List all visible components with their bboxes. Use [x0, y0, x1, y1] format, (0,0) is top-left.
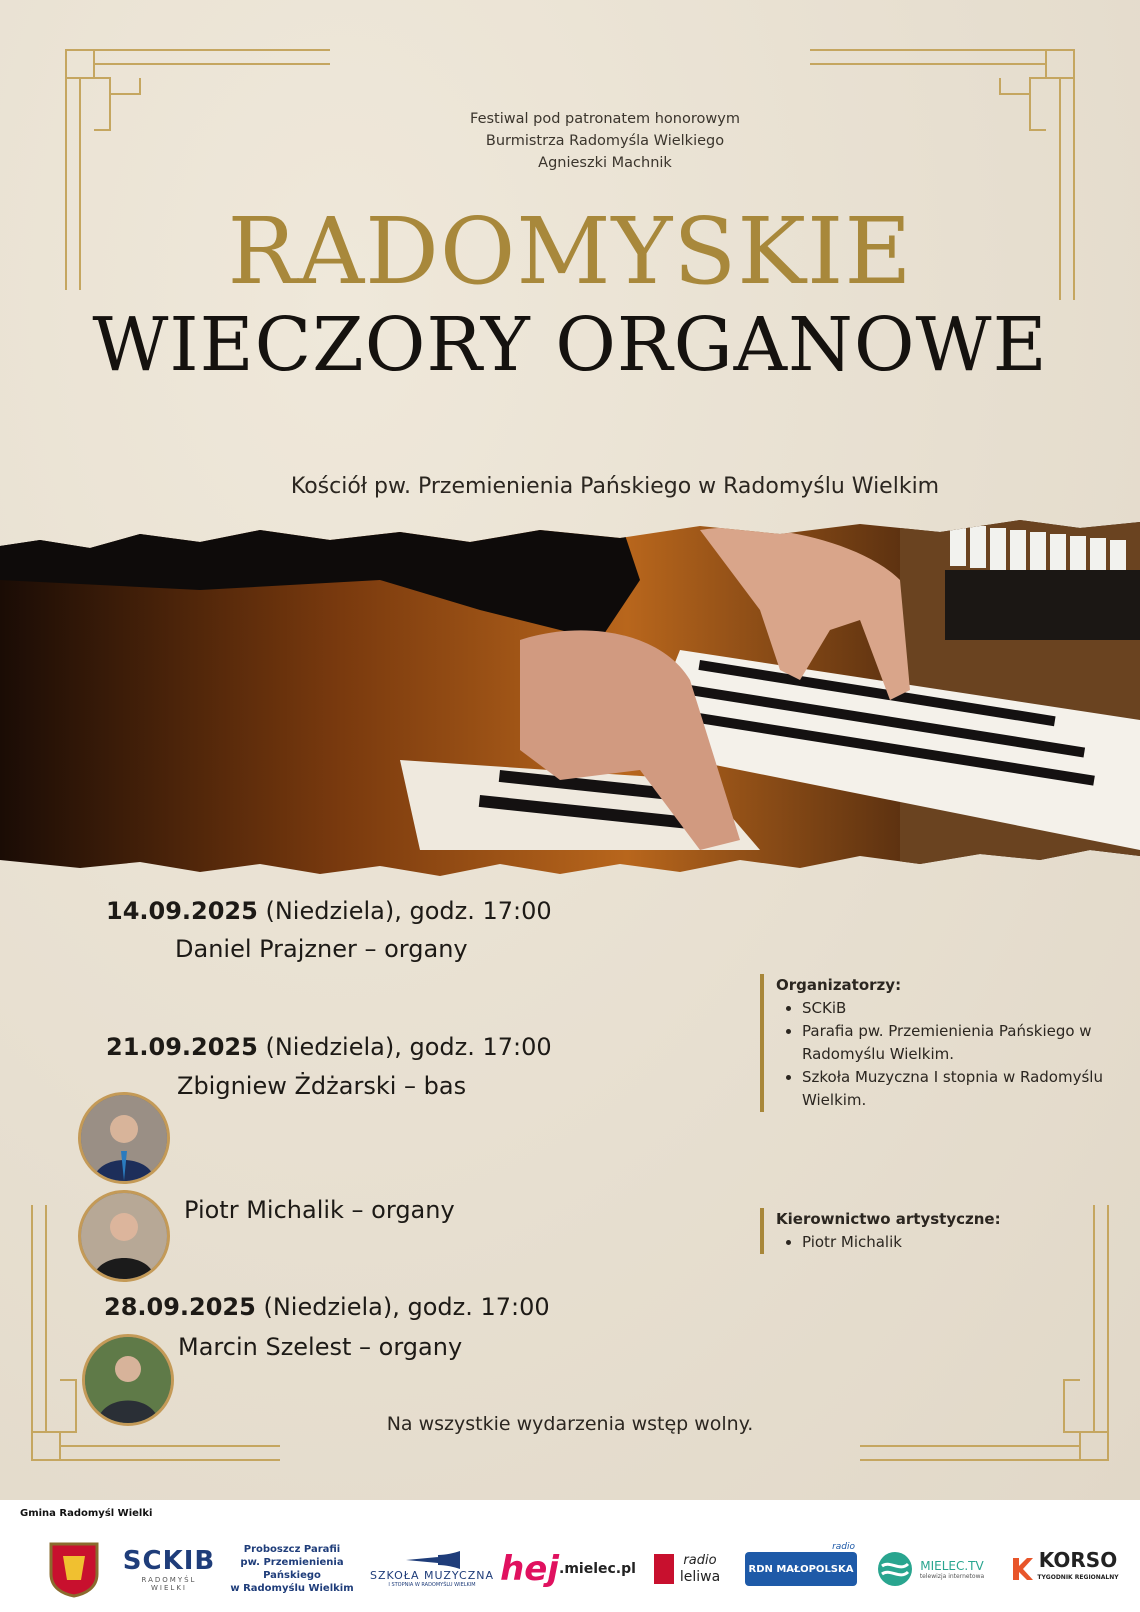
korso-sub: TYGODNIK REGIONALNY — [1037, 1574, 1119, 1581]
music-school-logo — [370, 1540, 494, 1598]
event-2-time: (Niedziela), godz. 17:00 — [265, 1033, 552, 1061]
artistic-heading: Kierownictwo artystyczne: — [776, 1210, 1001, 1228]
organizers-heading: Organizatorzy: — [776, 976, 902, 994]
mielec-tv-logo — [868, 1540, 992, 1598]
title-line-1: RADOMYSKIE — [227, 198, 913, 305]
rdn-text: RDN MAŁOPOLSKA — [748, 1563, 854, 1575]
sponsor-footer — [0, 1500, 1140, 1612]
event-3-date-line — [104, 1293, 550, 1321]
organizer-item: • Szkoła Muzyczna I stopnia w Radomyślu Wielkim. — [802, 1066, 1136, 1112]
music-school-sub: I STOPNIA W RADOMYŚLU WIELKIM — [388, 1581, 476, 1588]
korso-text — [1037, 1548, 1119, 1587]
patronage-line-3: Agnieszki Machnik — [538, 155, 672, 171]
sckib-logo-sub: RADOMYŚL WIELKI — [141, 1576, 197, 1592]
korso-k-icon — [1011, 1556, 1033, 1582]
organizers-list — [776, 997, 1136, 1112]
radio-leliwa-line-1: radio — [683, 1553, 717, 1568]
hej-sub: .mielec.pl — [559, 1561, 636, 1577]
coat-of-arms-logo — [44, 1540, 104, 1598]
artistic-list — [776, 1231, 1076, 1254]
avatar-piotr-michalik — [78, 1190, 170, 1282]
event-3-performer-1: Marcin Szelest – organy — [178, 1333, 463, 1361]
event-1-performer-1: Daniel Prajzner – organy — [175, 935, 468, 963]
mielec-tv-name: MIELEC.TV — [920, 1558, 984, 1573]
mielec-tv-text — [920, 1559, 984, 1580]
gmina-label: Gmina Radomyśl Wielki — [20, 1508, 153, 1519]
radio-leliwa-mark — [654, 1554, 674, 1584]
organ-keyboard-photo — [0, 520, 1140, 882]
rdn-malopolska-logo — [742, 1540, 860, 1598]
radio-leliwa-text — [680, 1553, 720, 1585]
event-2-performer-1: Zbigniew Żdżarski – bas — [177, 1072, 467, 1100]
avatar-zbigniew-zdzarski — [78, 1092, 170, 1184]
rdn-tag: radio — [832, 1542, 855, 1552]
mielec-tv-sub: telewizja internetowa — [919, 1572, 985, 1580]
parish-logo — [222, 1540, 362, 1598]
organizers-block — [760, 974, 1136, 1112]
title-line-2: WIECZORY ORGANOWE — [92, 302, 1048, 388]
music-school-name: SZKOŁA MUZYCZNA — [370, 1568, 494, 1582]
event-1-date: 14.09.2025 — [106, 897, 258, 925]
venue: Kościół pw. Przemienienia Pańskiego w Radomyślu Wielkim — [290, 474, 940, 499]
hej-text: hej — [500, 1549, 559, 1589]
trumpet-icon — [402, 1551, 462, 1569]
korso-name: KORSO — [1038, 1548, 1118, 1572]
parish-line-3: w Radomyślu Wielkim — [230, 1583, 354, 1594]
event-3-time: (Niedziela), godz. 17:00 — [263, 1293, 550, 1321]
sckib-logo-text: SCKIB — [122, 1546, 216, 1576]
korso-logo — [1000, 1540, 1130, 1598]
parish-line-1: Proboszcz Parafii — [243, 1544, 341, 1555]
sckib-logo — [124, 1540, 214, 1598]
event-2-date-line — [106, 1033, 552, 1061]
radio-leliwa-logo — [644, 1540, 730, 1598]
event-1-date-line — [106, 897, 552, 925]
patronage-text — [0, 108, 1140, 174]
event-2-performer-2: Piotr Michalik – organy — [184, 1196, 455, 1224]
organizer-item: • SCKiB — [802, 997, 1136, 1020]
hej-mielec-logo — [500, 1540, 636, 1598]
free-entry-note: Na wszystkie wydarzenia wstęp wolny. — [386, 1413, 754, 1435]
wave-icon — [876, 1550, 914, 1588]
patronage-line-1: Festiwal pod patronatem honorowym — [470, 111, 740, 127]
patronage-line-2: Burmistrza Radomyśla Wielkiego — [485, 133, 725, 149]
event-2-date: 21.09.2025 — [106, 1033, 258, 1061]
parish-line-2: pw. Przemienienia Pańskiego — [240, 1557, 344, 1581]
artistic-direction-block — [760, 1208, 1076, 1254]
artistic-item: • Piotr Michalik — [802, 1231, 1076, 1254]
event-1-time: (Niedziela), godz. 17:00 — [265, 897, 552, 925]
event-3-date: 28.09.2025 — [104, 1293, 256, 1321]
organizer-item: • Parafia pw. Przemienienia Pańskiego w Radomyślu Wielkim. — [802, 1020, 1136, 1066]
rdn-badge — [745, 1542, 857, 1586]
radio-leliwa-line-2: leliwa — [679, 1569, 721, 1585]
